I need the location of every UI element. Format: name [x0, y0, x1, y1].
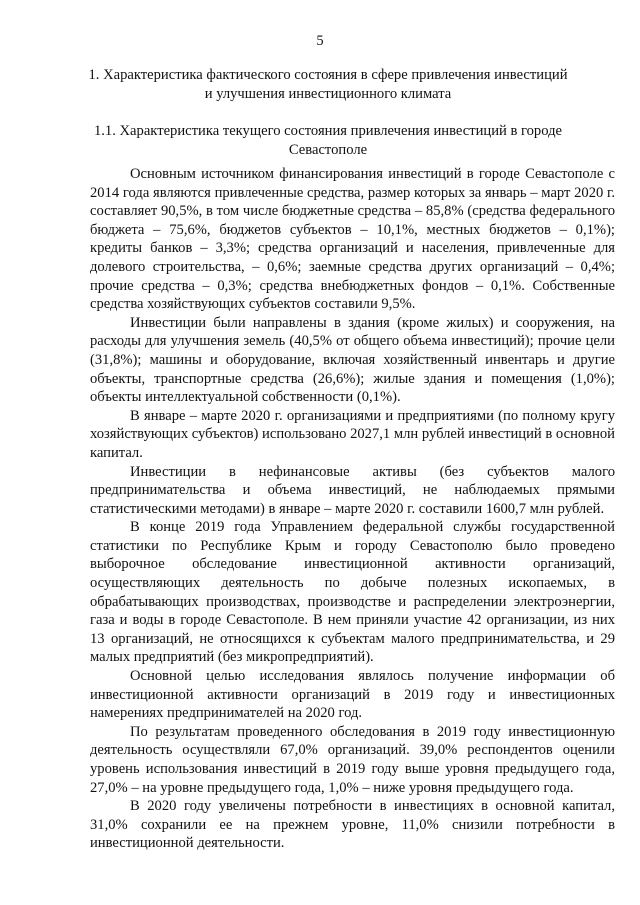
- section-heading: 1. Характеристика фактического состояния в сфере привлечения инвестиций и улучшения инвестиционного климата: [88, 67, 568, 102]
- paragraph-6: Основной целью исследования являлось получение информации об инвестиционной активности организаций в 2019 году и инвестиционных намерениях предпринимателей на 2020 год.: [90, 668, 615, 722]
- paragraph-5: В конце 2019 года Управлением федеральной службы государственной статистики по Республике Крым и городу Севастополю было проведено выборочное обследование инвестиционной активности организаций, осуществляющих деятельность по добыче полезных ископаемых, в обрабатывающих производствах, производстве и распределении электроэнергии, газа и воды в городе Севастополе. В нем приняли участие 42 организации, из них 13 организаций, не относящихся к субъектам малого предпринимательства, и 29 малых предприятий (без микропредприятий).: [90, 519, 615, 666]
- paragraph-7: По результатам проведенного обследования в 2019 году инвестиционную деятельность осуществляли 67,0% организаций. 39,0% респондентов оценили уровень использования инвестиций в 2019 году выше уровня предыдущего года, 27,0% – на уровне предыдущего года, 1,0% – ниже уровня предыдущего года.: [90, 723, 615, 796]
- page-number: 5: [316, 33, 324, 49]
- paragraph-2: Инвестиции были направлены в здания (кроме жилых) и сооружения, на расходы для улучшения земель (40,5% от общего объема инвестиций); прочие цели (31,8%); машины и оборудование, включая хозяйственный инвентарь и другие объекты, транспортные средства (26,6%); жилые здания и помещения (1,0%); объекты интеллектуальной собственности (0,1%).: [90, 314, 615, 406]
- paragraph-8: В 2020 году увеличены потребности в инвестициях в основной капитал, 31,0% сохранили ее на прежнем уровне, 11,0% снизили потребности в инвестиционной деятельности.: [90, 798, 615, 852]
- subsection-heading: 1.1. Характеристика текущего состояния привлечения инвестиций в городе Севастополе: [93, 123, 563, 158]
- paragraph-4: Инвестиции в нефинансовые активы (без субъектов малого предпринимательства и объема инвестиций, не наблюдаемых прямыми статистическими методами) в январе – марте 2020 г. составили 1600,7 млн рублей.: [90, 463, 615, 517]
- paragraph-3: В январе – марте 2020 г. организациями и предприятиями (по полному кругу хозяйствующих субъектов) использовано 2027,1 млн рублей инвестиций в основной капитал.: [90, 407, 615, 461]
- document-body: [90, 165, 615, 853]
- paragraph-1: Основным источником финансирования инвестиций в городе Севастополе с 2014 года являются привлеченные средства, размер которых за январь – март 2020 г. составляет 90,5%, в том числе бюджетные средства – 85,8% (средства федерального бюджета – 75,6%, бюджетов субъектов – 10,1%, местных бюджетов – 0,1%); кредиты банков – 3,3%; средства организаций и населения, привлеченные для долевого строительства, – 0,6%; заемные средства других организаций – 0,4%; прочие средства – 0,3%; средства внебюджетных фондов – 0,1%. Собственные средства хозяйствующих субъектов составили 9,5%.: [90, 166, 615, 313]
